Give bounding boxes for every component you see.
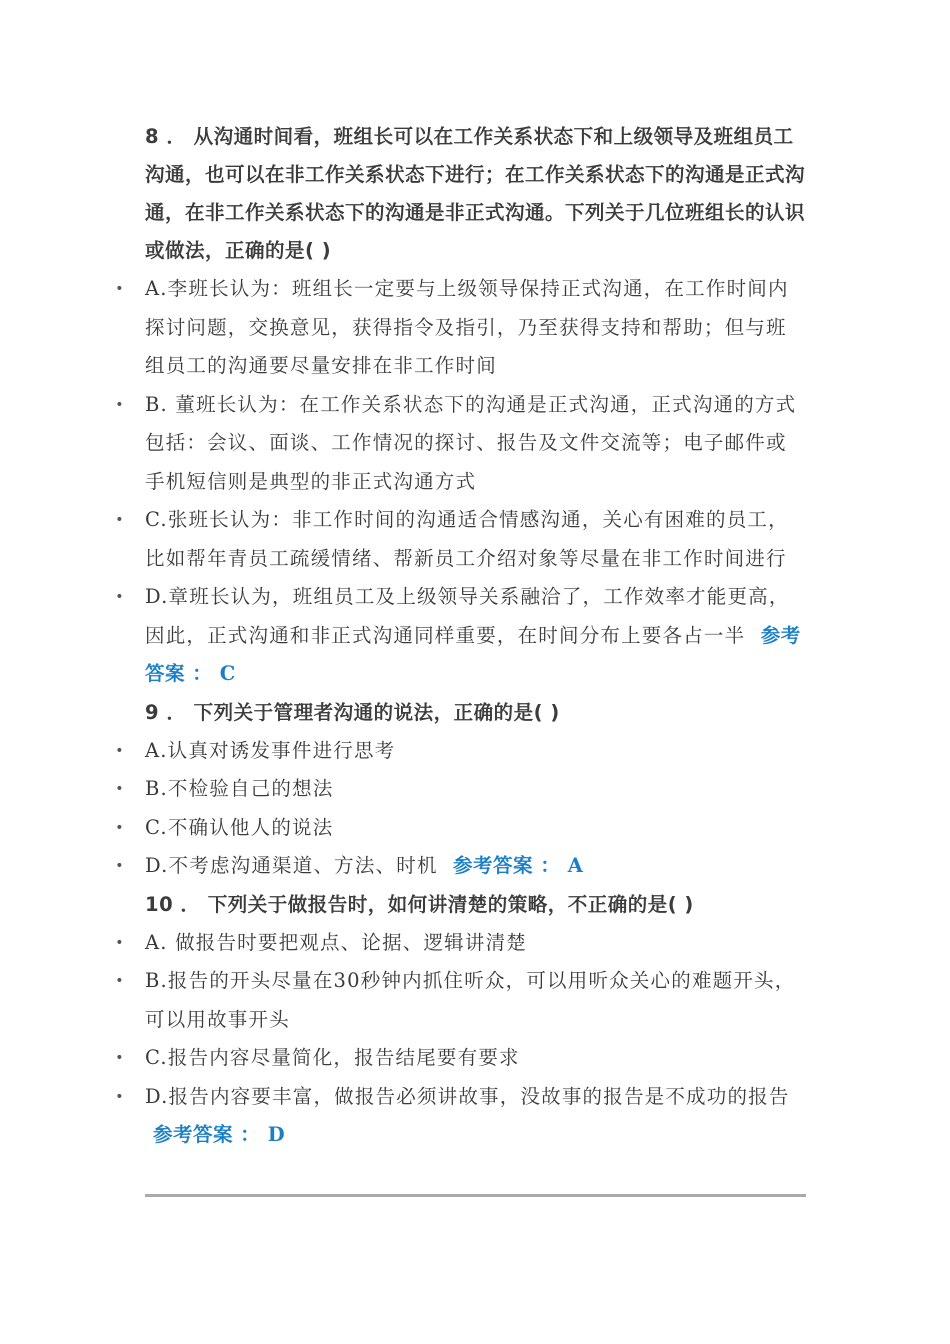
question-9-option-d xyxy=(115,847,805,886)
horizontal-divider xyxy=(145,1194,806,1197)
option-text: D.章班长认为，班组员工及上级领导关系融洽了，工作效率才能更高，因此，正式沟通和非正式沟通同样重要，在时间分布上要各占一半 xyxy=(145,585,790,647)
option-text: B. 董班长认为：在工作关系状态下的沟通是正式沟通，正式沟通的方式包括：会议、面谈、工作情况的探讨、报告及文件交流等；电子邮件或手机短信则是典型的非正式沟通方式 xyxy=(145,392,797,493)
question-9-option-a xyxy=(115,732,805,771)
question-9-option-b xyxy=(115,770,805,809)
bullet-icon: • xyxy=(115,858,125,874)
option-text: C.不确认他人的说法 xyxy=(145,815,334,839)
option-text: C.张班长认为：非工作时间的沟通适合情感沟通，关心有困难的员工，比如帮年青员工疏缓情绪、帮新员工介绍对象等尽量在非工作时间进行 xyxy=(145,508,789,570)
bullet-icon: • xyxy=(115,1088,125,1105)
document-body xyxy=(115,118,806,1155)
question-10-text: 10 ． 下列关于做报告时，如何讲清楚的策略，不正确的是( ) xyxy=(145,892,694,916)
answer-value: A xyxy=(567,854,585,877)
option-text: B.报告的开头尽量在30秒钟内抓住听众，可以用听众关心的难题开头，可以用故事开头 xyxy=(145,969,796,1031)
bullet-icon: • xyxy=(115,819,125,836)
bullet-icon: • xyxy=(115,512,125,528)
option-text: D.报告内容要丰富，做报告必须讲故事，没故事的报告是不成功的报告 xyxy=(145,1084,790,1108)
answer-value: C xyxy=(219,662,237,685)
answer-label: 参考答案 ： xyxy=(153,1123,261,1146)
bullet-icon: • xyxy=(115,934,125,951)
option-text: B.不检验自己的想法 xyxy=(145,777,334,800)
question-10-option-a xyxy=(115,924,805,963)
bullet-icon: • xyxy=(115,781,125,797)
bullet-icon: • xyxy=(115,1050,125,1066)
bullet-icon: • xyxy=(115,281,125,297)
question-8-option-a xyxy=(115,270,805,386)
option-text: C.报告内容尽量简化，报告结尾要有要求 xyxy=(145,1046,520,1069)
question-8-option-d xyxy=(115,578,805,694)
option-text: D.不考虑沟通渠道、方法、时机 xyxy=(145,854,438,877)
question-8-text: 8 ． 从沟通时间看，班组长可以在工作关系状态下和上级领导及班组员工沟通，也可以在非工作关系状态下进行；在工作关系状态下的沟通是正式沟通，在非工作关系状态下的沟通是非正式沟通。下列关于几位班组长的认识或做法，正确的是( ) xyxy=(145,125,806,262)
bullet-icon: • xyxy=(115,589,125,605)
bullet-icon: • xyxy=(115,973,125,989)
question-10-option-c xyxy=(115,1039,805,1078)
option-text: A.认真对诱发事件进行思考 xyxy=(145,738,396,762)
bullet-icon: • xyxy=(115,742,125,759)
bullet-icon: • xyxy=(115,396,125,413)
question-10-option-b xyxy=(115,962,805,1039)
answer-label: 参考答案 ： xyxy=(145,623,801,685)
answer-value: D xyxy=(267,1123,286,1146)
question-8-option-c xyxy=(115,501,805,578)
question-10-option-d xyxy=(115,1078,805,1155)
answer-label: 参考答案 ： xyxy=(453,854,561,877)
question-8-option-b xyxy=(115,386,805,502)
option-text: A. 做报告时要把观点、论据、逻辑讲清楚 xyxy=(145,930,527,954)
option-text: A.李班长认为：班组长一定要与上级领导保持正式沟通，在工作时间内探讨问题，交换意见，获得指令及指引，乃至获得支持和帮助；但与班组员工的沟通要尽量安排在非工作时间 xyxy=(145,277,789,377)
question-9-text: 9 ． 下列关于管理者沟通的说法，正确的是( ) xyxy=(145,700,560,724)
question-9-option-c xyxy=(115,809,805,848)
